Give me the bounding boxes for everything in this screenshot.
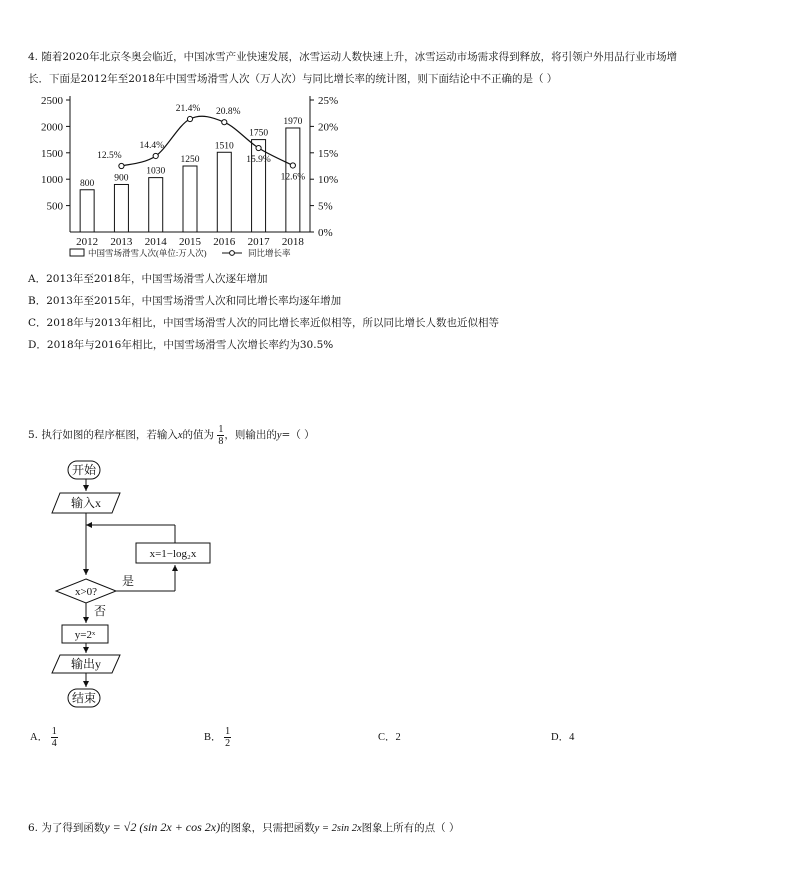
flow-input-label: 输入x	[70, 496, 102, 510]
left-tick-label: 1000	[41, 174, 63, 187]
x-tick-label: 2014	[144, 236, 167, 248]
bar	[183, 166, 197, 232]
q4-stem-line2: 长．下面是2012年至2018年中国雪场滑雪人次（万人次）与同比增长率的统计图，则下面结论中不正确的是（ ）	[28, 73, 558, 85]
option-text: 2018年与2016年相比，中国雪场滑雪人次增长率约为30.5%	[46, 339, 334, 351]
legend-bar-swatch	[70, 249, 84, 256]
flow-condition-label: x>0?	[74, 586, 98, 598]
growth-rate-point	[187, 116, 192, 121]
x-tick-label: 2017	[247, 236, 270, 248]
flow-assign-label: x=1−log₂x	[149, 548, 197, 560]
left-tick-label: 1500	[41, 147, 63, 160]
growth-rate-label: 14.4%	[139, 140, 164, 151]
x-tick-label: 2012	[76, 236, 99, 248]
q5-var-x: x	[177, 430, 183, 441]
option-letter: C．	[28, 317, 47, 329]
left-tick-label: 2000	[41, 121, 63, 134]
right-tick-label: 25%	[318, 95, 339, 107]
option-letter: D．	[551, 732, 570, 743]
option-letter: B．	[28, 295, 47, 307]
q5-option-c[interactable]	[378, 731, 401, 745]
bar-value-label: 1510	[214, 141, 234, 152]
growth-rate-label: 12.5%	[97, 151, 122, 161]
bar	[252, 140, 266, 232]
growth-rate-point	[222, 120, 227, 125]
option-text: 4	[569, 732, 575, 743]
q6-text-2: 的图象，只需把函数	[220, 822, 315, 834]
q5-var-y: y	[276, 430, 282, 441]
q5-flowchart	[40, 455, 240, 715]
q5-stem	[28, 422, 315, 449]
left-tick-label: 2500	[41, 95, 63, 107]
x-tick-label: 2015	[179, 236, 201, 248]
q6-formula-2: y = 2sin 2x	[314, 823, 362, 834]
option-text: 2	[395, 732, 401, 743]
option-text: 2013年至2018年，中国雪场滑雪人次逐年增加	[46, 273, 268, 285]
legend-line-label: 同比增长率	[248, 248, 291, 258]
growth-rate-label: 15.9%	[246, 155, 271, 166]
option-letter: A．	[28, 273, 47, 285]
right-tick-label: 10%	[318, 174, 339, 187]
frac-num: 1	[51, 726, 57, 738]
right-tick-label: 20%	[318, 121, 339, 134]
growth-rate-label: 12.6%	[280, 172, 306, 183]
q6-text-3: 图象上所有的点（ ）	[361, 822, 460, 834]
legend-bar-label: 中国雪场滑雪人次(单位:万人次)	[88, 248, 207, 258]
option-letter: C．	[378, 732, 396, 743]
legend-line-marker	[230, 251, 235, 256]
right-tick-label: 5%	[318, 200, 333, 213]
q4-option-d[interactable]	[28, 338, 333, 352]
option-fraction	[51, 726, 58, 749]
growth-rate-point	[256, 145, 261, 150]
q6-stem	[28, 820, 460, 836]
flow-yes-label: 是	[122, 574, 135, 588]
q5-option-d[interactable]	[551, 731, 574, 745]
bar-value-label: 1970	[283, 116, 303, 127]
bar	[217, 152, 231, 232]
left-tick-label: 500	[46, 200, 63, 213]
bar	[114, 184, 128, 232]
flow-start-label: 开始	[71, 463, 97, 477]
q4-stem-line1: 4. 随着2020年北京冬奥会临近，中国冰雪产业快速发展，冰雪运动人数快速上升，冰雪运动市场需求得到释放，将引领户外用品行业市场增	[28, 51, 678, 63]
frac-den: 8	[218, 435, 224, 447]
frac-num: 1	[218, 423, 224, 435]
option-letter: D．	[28, 339, 47, 351]
bar-value-label: 800	[80, 178, 95, 189]
bar	[80, 190, 94, 232]
frac-den: 2	[225, 738, 231, 750]
x-tick-label: 2016	[213, 236, 236, 248]
x-tick-label: 2018	[281, 236, 304, 248]
flow-calc-label: y=2ˣ	[74, 629, 96, 641]
q5-stem-text-2: 的值为	[182, 429, 215, 441]
frac-num: 1	[225, 726, 231, 738]
growth-rate-label: 21.4%	[175, 104, 201, 115]
q5-option-b[interactable]	[204, 724, 231, 752]
q6-formula-1: y = √2 (sin 2x + cos 2x)	[104, 820, 221, 834]
growth-rate-point	[153, 153, 158, 158]
q5-stem-text-4: =（ ）	[281, 429, 315, 441]
growth-rate-label: 20.8%	[216, 107, 241, 118]
q4-chart	[28, 90, 368, 265]
growth-rate-point	[119, 163, 124, 168]
bar-value-label: 1030	[146, 166, 166, 177]
option-letter: A．	[30, 732, 49, 743]
option-text: 2013年至2015年，中国雪场滑雪人次和同比增长率均逐年增加	[46, 295, 342, 307]
flow-end-label: 结束	[71, 691, 97, 705]
q5-stem-text: 5. 执行如图的程序框图，若输入	[28, 429, 178, 441]
q4-option-b[interactable]	[28, 294, 341, 308]
q5-option-a[interactable]	[30, 724, 58, 752]
flow-output-label: 输出y	[70, 657, 102, 671]
frac-den: 4	[51, 738, 57, 750]
x-tick-label: 2013	[110, 236, 133, 248]
growth-rate-point	[290, 163, 295, 168]
option-letter: B．	[204, 732, 222, 743]
q5-stem-text-3: ，则输出的	[224, 429, 277, 441]
flow-no-label: 否	[94, 604, 107, 618]
right-tick-label: 15%	[318, 147, 339, 160]
option-fraction	[224, 726, 231, 749]
q4-option-c[interactable]	[28, 316, 499, 330]
bar-value-label: 1250	[180, 155, 200, 165]
bar	[149, 178, 163, 232]
bar-value-label: 1750	[249, 128, 269, 139]
option-text: 2018年与2013年相比，中国雪场滑雪人次的同比增长率近似相等，所以同比增长人数也近似相等	[46, 317, 499, 329]
q6-text: 6. 为了得到函数	[28, 822, 105, 834]
q4-option-a[interactable]	[28, 272, 268, 286]
bar-value-label: 900	[114, 173, 129, 184]
right-tick-label: 0%	[318, 227, 333, 239]
